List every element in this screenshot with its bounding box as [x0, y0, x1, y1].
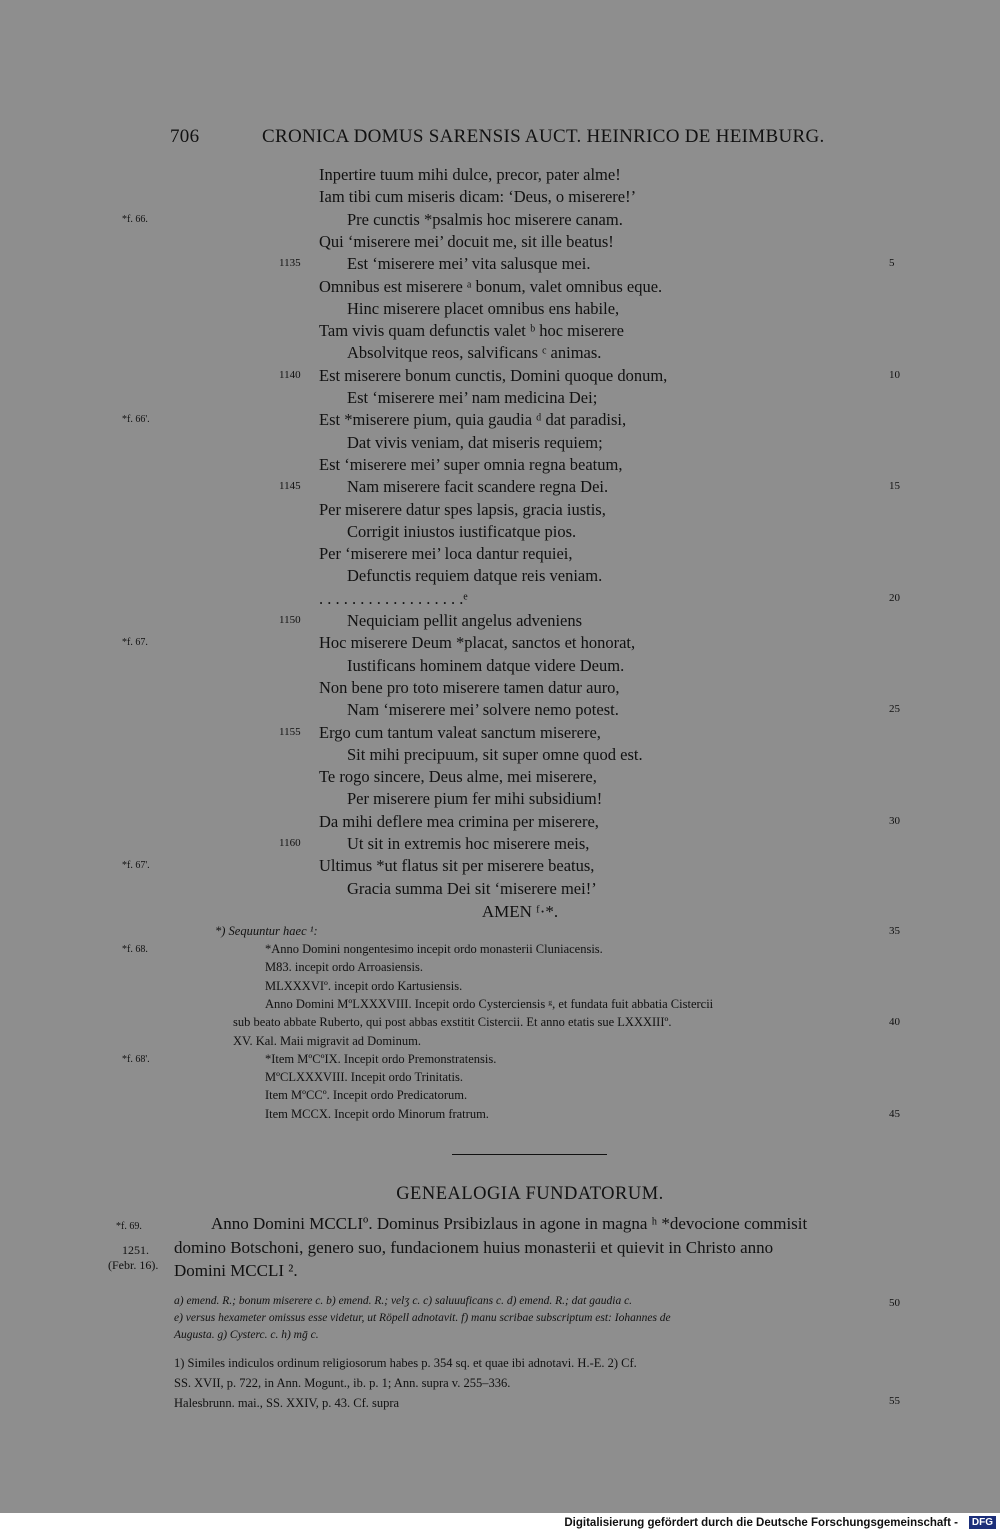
amen: AMEN ᶠ·*.	[481, 902, 559, 921]
poem-line: Tam vivis quam defunctis valet ᵇ hoc miserere	[319, 321, 624, 341]
footnote-line: SS. XVII, p. 722, in Ann. Mogunt., ib. p. 1; Ann. supra v. 255–336.	[174, 1376, 511, 1390]
apparatus-line: e) versus hexameter omissus esse videtur, ut Röpell adnotavit. f) manu scribae subscriptum est: Iohannes de	[174, 1312, 671, 1324]
note-line: *Anno Domini nongentesimo incepit ordo monasterii Cluniacensis.	[265, 942, 603, 956]
apparatus-line: Augusta. g) Cysterc. c. h) mḡ c.	[174, 1329, 319, 1341]
margin-folio: *f. 66'.	[122, 414, 150, 426]
margin-folio: *f. 67.	[122, 637, 148, 649]
margin-folio: *f. 68'.	[122, 1053, 150, 1065]
poem-line: Hinc miserere placet omnibus ens habile,	[347, 298, 620, 318]
poem-line: Per miserere pium fer mihi subsidium!	[347, 789, 603, 809]
verse-number: 1145	[279, 480, 301, 493]
genealogia-heading: GENEALOGIA FUNDATORUM.	[396, 1184, 664, 1204]
line-number: 10	[889, 368, 900, 381]
page-number: 706	[170, 126, 200, 147]
poem-line: Ultimus *ut flatus sit per miserere beatus,	[319, 856, 595, 876]
poem-line: Non bene pro toto miserere tamen datur auro,	[319, 677, 620, 697]
footer-bar	[0, 1513, 1000, 1535]
note-line: Item MCCX. Incepit ordo Minorum fratrum.	[265, 1106, 489, 1121]
poem-line: Est ‘miserere mei’ vita salusque mei.	[347, 254, 591, 274]
poem-line: Nequiciam pellit angelus adveniens	[347, 611, 583, 630]
apparatus-line-number: 50	[889, 1297, 900, 1309]
apparatus-line: a) emend. R.; bonum miserere c. b) emend. R.; velʒ c. c) saluuuficans c. d) emend. R.; dat gaudia c.	[174, 1295, 633, 1307]
poem-line: Nam ‘miserere mei’ solvere nemo potest.	[347, 700, 619, 720]
poem-line: Per miserere datur spes lapsis, gracia iustis,	[319, 499, 606, 519]
verse-number: 1160	[279, 837, 301, 849]
poem-line: . . . . . . . . . . . . . . . . . .ᵉ	[319, 588, 468, 608]
poem-line: Da mihi deflere mea crimina per miserere,	[319, 811, 599, 831]
margin-folio: *f. 67'.	[122, 860, 150, 872]
poem-line: Qui ‘miserere mei’ docuit me, sit ille beatus!	[319, 231, 614, 251]
notes-intro-line-number: 35	[889, 925, 900, 937]
note-line: Anno Domini MºLXXXVIII. Incepit ordo Cysterciensis ᵍ, et fundata fuit abbatia Cistercii	[265, 996, 714, 1011]
poem-line: Te rogo sincere, Deus alme, mei miserere,	[319, 767, 597, 787]
line-number: 15	[889, 480, 900, 493]
line-number: 25	[889, 703, 900, 716]
note-line: *Item MºCºIX. Incepit ordo Premonstratensis.	[265, 1051, 497, 1066]
notes-intro: *) Sequuntur haec ¹:	[215, 924, 318, 938]
genealogia-margin-year: 1251.	[122, 1243, 149, 1257]
line-number: 45	[889, 1107, 900, 1120]
poem-line: Omnibus est miserere ᵃ bonum, valet omnibus eque.	[319, 276, 663, 296]
poem-line: Sit mihi precipuum, sit super omne quod est.	[347, 744, 643, 764]
genealogia-line: Domini MCCLI ².	[174, 1261, 298, 1280]
poem-line: Nam miserere facit scandere regna Dei.	[347, 477, 609, 497]
note-line: M83. incepit ordo Arroasiensis.	[265, 960, 423, 975]
verse-number: 1155	[279, 725, 301, 738]
genealogia-line: domino Botschoni, genero suo, fundacionem huius monasterii et quievit in Christo anno	[174, 1237, 774, 1257]
poem-line: Inpertire tuum mihi dulce, precor, pater alme!	[319, 165, 621, 184]
poem-line: Iam tibi cum miseris dicam: ‘Deus, o miserere!’	[319, 187, 637, 207]
poem-line: Gracia summa Dei sit ‘miserere mei!’	[347, 878, 597, 898]
poem-line: Dat vivis veniam, dat miseris requiem;	[347, 432, 603, 452]
poem-line: Pre cunctis *psalmis hoc miserere canam.	[347, 209, 623, 229]
poem-line: Est ‘miserere mei’ super omnia regna beatum,	[319, 454, 623, 474]
verse-number: 1150	[279, 614, 301, 626]
poem-line: Corrigit iniustos iustificatque pios.	[347, 521, 577, 541]
note-line: sub beato abbate Ruberto, qui post abbas exstitit Cistercii. Et anno etatis sue LXXXIIIº.	[233, 1015, 672, 1030]
poem-line: Iustificans hominem datque videre Deum.	[347, 655, 625, 675]
line-number: 40	[889, 1016, 900, 1029]
note-line: MºCLXXXVIII. Incepit ordo Trinitatis.	[265, 1070, 463, 1085]
poem-line: Hoc miserere Deum *placat, sanctos et honorat,	[319, 633, 636, 653]
footnote-line: Halesbrunn. mai., SS. XXIV, p. 43. Cf. supra	[174, 1396, 400, 1410]
footnote-line: 1) Similes indiculos ordinum religiosorum habes p. 354 sq. et quae ibi adnotavi. H.-E. 2) Cf.	[174, 1356, 637, 1370]
poem-line: Est miserere bonum cunctis, Domini quoque donum,	[319, 365, 668, 385]
running-title: CRONICA DOMUS SARENSIS AUCT. HEINRICO DE HEIMBURG.	[262, 126, 825, 147]
poem-line: Ut sit in extremis hoc miserere meis,	[347, 834, 590, 853]
line-number: 20	[889, 591, 900, 604]
dfg-logo: DFG	[969, 1516, 996, 1529]
line-number: 5	[889, 257, 895, 270]
line-number: 30	[889, 814, 900, 827]
poem-line: Per ‘miserere mei’ loca dantur requiei,	[319, 544, 573, 564]
footer-credit: Digitalisierung gefördert durch die Deutsche Forschungsgemeinschaft -	[564, 1517, 958, 1529]
genealogia-margin-folio: *f. 69.	[116, 1221, 142, 1232]
margin-folio: *f. 68.	[122, 944, 148, 955]
margin-folio: *f. 66.	[122, 213, 148, 225]
footnotes-line-number: 55	[889, 1395, 900, 1407]
poem-line: Defunctis requiem datque reis veniam.	[347, 566, 603, 586]
section-divider	[452, 1154, 607, 1155]
poem-line: Absolvitque reos, salvificans ᶜ animas.	[347, 343, 602, 363]
poem-line: Est ‘miserere mei’ nam medicina Dei;	[347, 388, 598, 407]
genealogia-margin-date: (Febr. 16).	[108, 1258, 159, 1272]
note-line: Item MºCCº. Incepit ordo Predicatorum.	[265, 1088, 468, 1103]
note-line: MLXXXVIº. incepit ordo Kartusiensis.	[265, 978, 463, 993]
genealogia-line: Anno Domini MCCLIº. Dominus Prsibizlaus in agone in magna ʰ *devocione commisit	[211, 1214, 808, 1233]
verse-number: 1135	[279, 257, 301, 270]
poem-line: Est *miserere pium, quia gaudia ᵈ dat paradisi,	[319, 410, 627, 430]
poem-line: Ergo cum tantum valeat sanctum miserere,	[319, 722, 601, 742]
note-line: XV. Kal. Maii migravit ad Dominum.	[233, 1033, 421, 1048]
verse-number: 1140	[279, 368, 301, 381]
